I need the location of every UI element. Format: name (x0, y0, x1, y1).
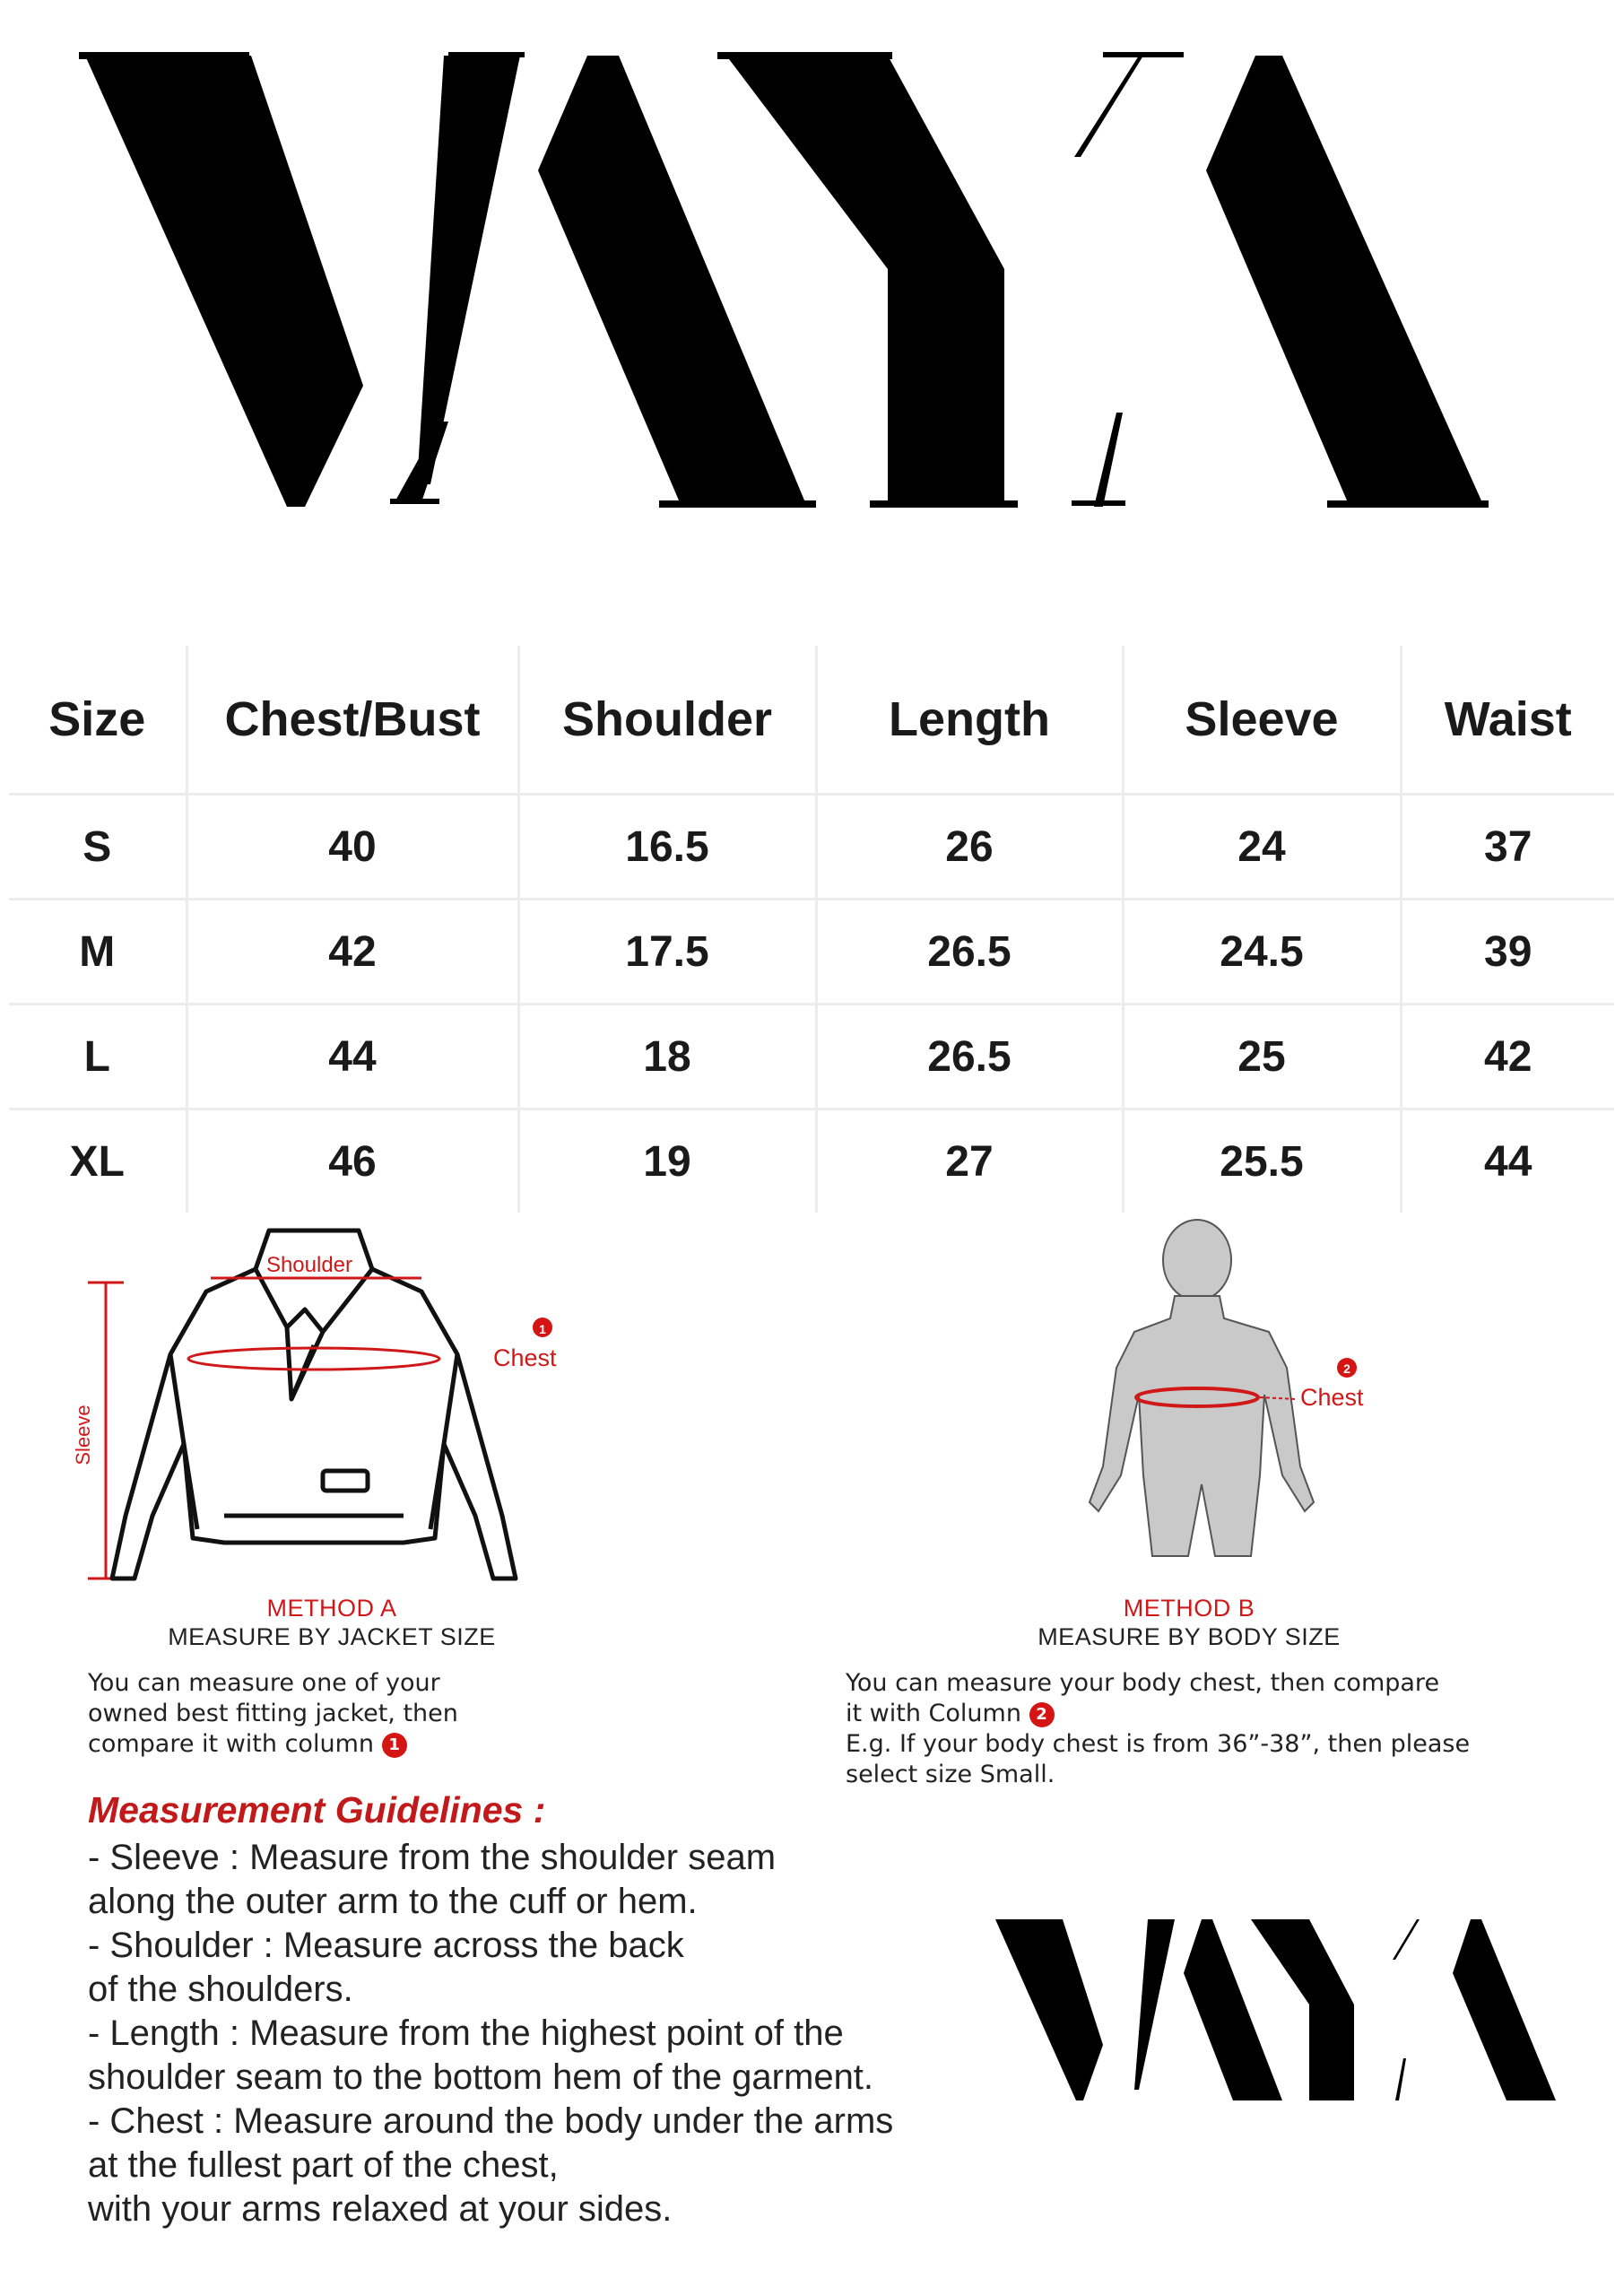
body-diagram (1058, 1215, 1417, 1574)
cell-size: S (9, 795, 187, 900)
cell-length: 26 (816, 795, 1123, 900)
cell-waist: 44 (1484, 1137, 1533, 1186)
jacket-diagram (63, 1220, 601, 1596)
cell-length: 26.5 (816, 1004, 1123, 1109)
table-row (9, 900, 1614, 1004)
cell-sleeve: 24.5 (1123, 900, 1401, 1004)
header-length: Length (816, 646, 1123, 795)
guideline-line: at the fullest part of the chest, (88, 2145, 559, 2185)
method-a-description: You can measure one of your owned best fitting jacket, then compare it with column 1 (88, 1669, 458, 1758)
method-b-description: You can measure your body chest, then compare it with Column 2 E.g. If your body chest is from 36”-38”, then please select size Small. (846, 1669, 1471, 1788)
cell-waist: 42 (1401, 1004, 1614, 1109)
table-row (9, 1004, 1614, 1109)
guideline-line: - Sleeve : Measure from the shoulder seam (88, 1838, 777, 1877)
badge-2-diagram: 2 (1343, 1361, 1350, 1376)
header-chest-bust: Chest/Bust (187, 646, 518, 795)
cell-waist: 39 (1401, 900, 1614, 1004)
size-chart-table (9, 646, 1614, 1213)
method-b-subtitle: MEASURE BY BODY SIZE (1038, 1623, 1341, 1650)
cell-length: 27 (816, 1109, 1123, 1213)
guideline-line: along the outer arm to the cuff or hem. (88, 1882, 698, 1921)
cell-chest: 42 (187, 900, 518, 1004)
guideline-line: - Chest : Measure around the body under the arms (88, 2101, 894, 2141)
method-b-label: METHOD B (1123, 1595, 1255, 1622)
guideline-line: with your arms relaxed at your sides. (88, 2189, 673, 2229)
cell-shoulder: 18 (518, 1004, 816, 1109)
table-header-row (9, 646, 1614, 795)
cell-waist: 37 (1401, 795, 1614, 900)
header-size: Size (9, 646, 187, 795)
chest-label-a: Chest (493, 1344, 557, 1371)
guideline-line: - Length : Measure from the highest point of the (88, 2013, 844, 2053)
sleeve-label: Sleeve (72, 1405, 94, 1465)
method-a-label: METHOD A (266, 1595, 397, 1622)
cell-chest: 40 (187, 795, 518, 900)
cell-size: XL (9, 1109, 187, 1213)
guidelines-title: Measurement Guidelines : (88, 1789, 546, 1831)
cell-shoulder: 17.5 (518, 900, 816, 1004)
column-1-badge: 1 (382, 1733, 407, 1758)
table-row (9, 795, 1614, 900)
badge-1-diagram: 1 (539, 1322, 546, 1336)
cell-sleeve: 24 (1123, 795, 1401, 900)
shoulder-label: Shoulder (265, 1253, 353, 1277)
guideline-line: - Shoulder : Measure across the back (88, 1926, 684, 1965)
cell-size: M (9, 900, 187, 1004)
cell-shoulder: 16.5 (518, 795, 816, 900)
guidelines-list (88, 1836, 985, 2231)
brand-logo-top (0, 0, 1615, 556)
cell-sleeve: 25 (1123, 1004, 1401, 1109)
cell-shoulder: 19 (518, 1109, 816, 1213)
header-sleeve: Sleeve (1123, 646, 1401, 795)
column-2-badge: 2 (1029, 1702, 1055, 1727)
brand-logo-bottom (977, 1901, 1560, 2117)
table-row (9, 1109, 1614, 1213)
cell-size: L (9, 1004, 187, 1109)
header-waist: Waist (1401, 646, 1614, 795)
cell-sleeve: 25.5 (1123, 1109, 1401, 1213)
cell-length: 26.5 (816, 900, 1123, 1004)
method-a-subtitle: MEASURE BY JACKET SIZE (168, 1623, 496, 1650)
chest-label-b: Chest (1300, 1384, 1364, 1411)
cell-chest: 46 (187, 1109, 518, 1213)
guideline-line: shoulder seam to the bottom hem of the garment. (88, 2057, 874, 2097)
cell-chest: 44 (187, 1004, 518, 1109)
header-shoulder: Shoulder (518, 646, 816, 795)
guideline-line: of the shoulders. (88, 1970, 353, 2009)
